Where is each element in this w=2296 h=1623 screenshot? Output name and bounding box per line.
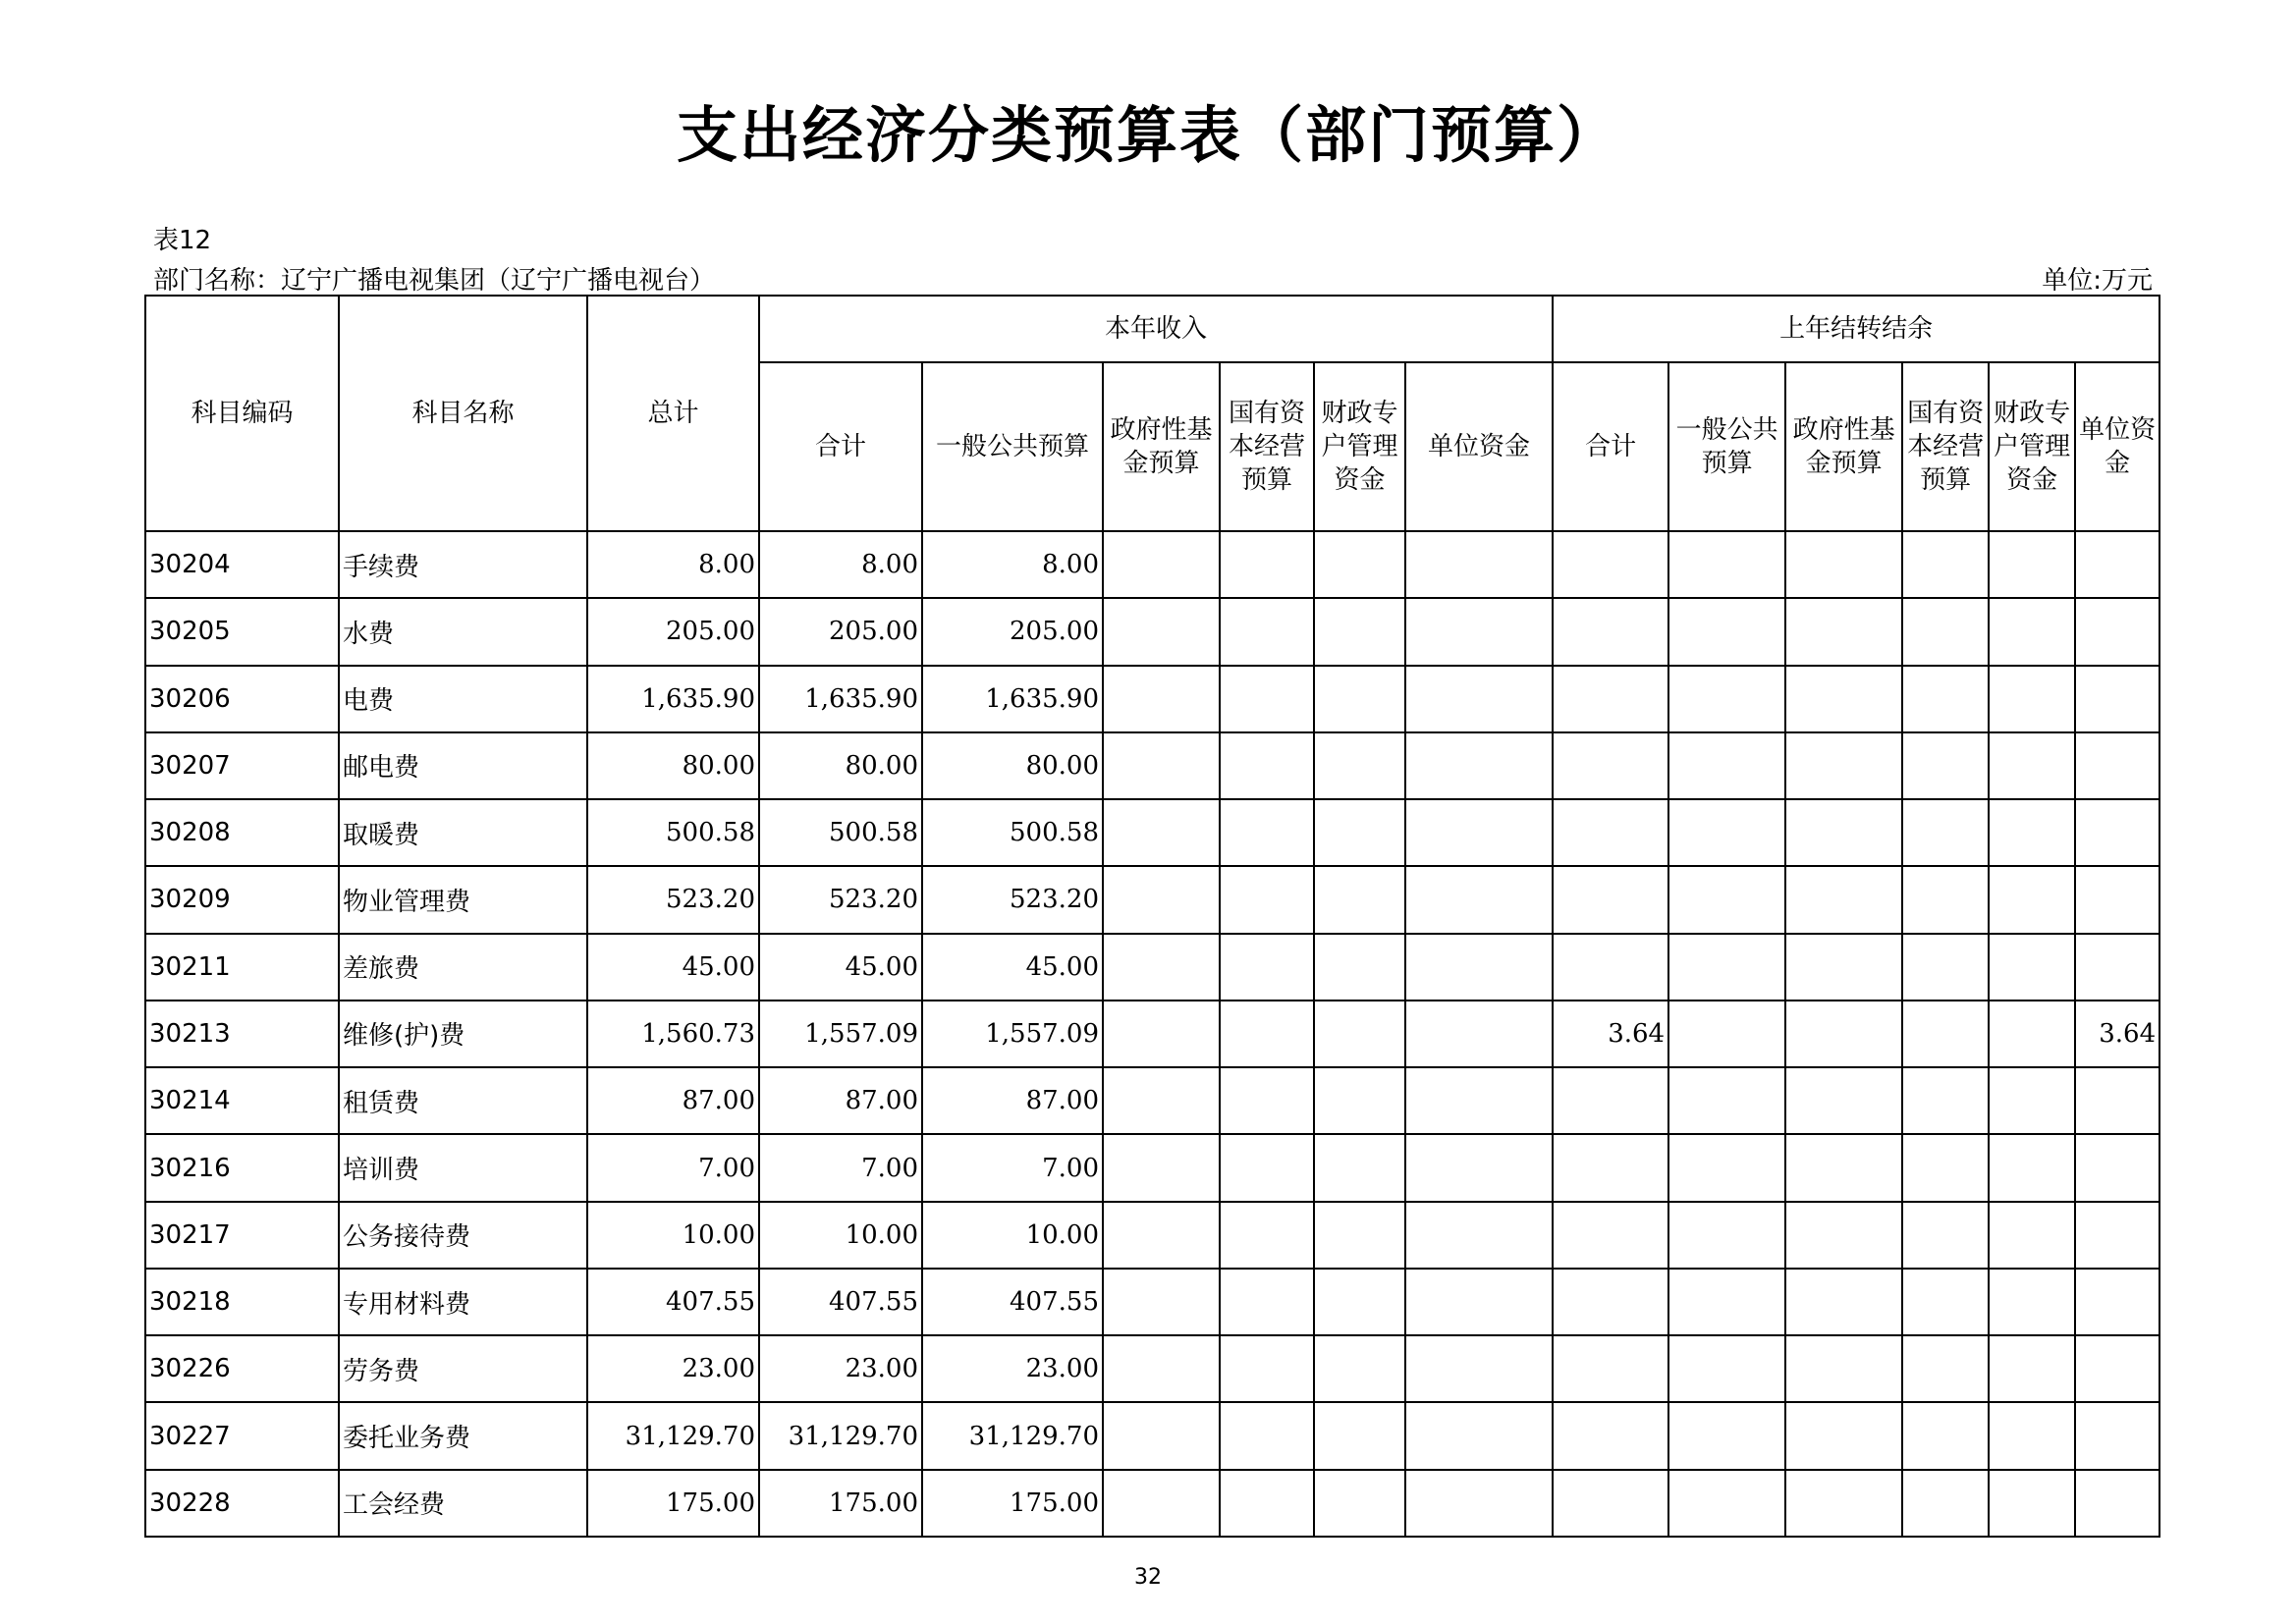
cell-cy-gov-fund [1103, 1134, 1220, 1201]
cell-co-fiscal-special [1989, 1269, 2075, 1335]
cell-co-fiscal-special [1989, 1134, 2075, 1201]
cell-cy-gov-fund [1103, 1067, 1220, 1134]
cell-cy-fiscal-special [1314, 1134, 1405, 1201]
cell-co-general [1668, 1067, 1785, 1134]
header-cy-total: 合计 [759, 362, 922, 531]
cell-co-general [1668, 1001, 1785, 1067]
cell-cy-fiscal-special [1314, 934, 1405, 1001]
cell-total: 31,129.70 [587, 1402, 759, 1469]
table-row [145, 799, 2159, 866]
cell-cy-total: 407.55 [759, 1269, 922, 1335]
cell-code: 30227 [145, 1402, 339, 1469]
cell-name: 物业管理费 [339, 866, 587, 933]
cell-co-unit-fund [2075, 1470, 2159, 1537]
header-code: 科目编码 [145, 296, 339, 531]
cell-co-gov-fund [1785, 732, 1902, 799]
cell-cy-state-capital [1220, 866, 1314, 933]
cell-co-fiscal-special [1989, 666, 2075, 732]
cell-co-general [1668, 934, 1785, 1001]
cell-cy-total: 7.00 [759, 1134, 922, 1201]
cell-co-fiscal-special [1989, 598, 2075, 665]
header-co-state-capital: 国有资本经营预算 [1902, 362, 1989, 531]
cell-name: 公务接待费 [339, 1202, 587, 1269]
cell-co-general [1668, 1335, 1785, 1402]
header-carryover: 上年结转结余 [1553, 296, 2159, 362]
cell-co-fiscal-special [1989, 799, 2075, 866]
cell-co-gov-fund [1785, 666, 1902, 732]
cell-co-gov-fund [1785, 1402, 1902, 1469]
cell-co-general [1668, 531, 1785, 598]
cell-cy-unit-fund [1405, 598, 1553, 665]
table-row [145, 1134, 2159, 1201]
cell-cy-gov-fund [1103, 934, 1220, 1001]
cell-cy-state-capital [1220, 1134, 1314, 1201]
cell-co-total [1553, 1067, 1668, 1134]
cell-co-state-capital [1902, 1134, 1989, 1201]
cell-co-gov-fund [1785, 1202, 1902, 1269]
cell-total: 7.00 [587, 1134, 759, 1201]
cell-co-fiscal-special [1989, 1001, 2075, 1067]
cell-cy-fiscal-special [1314, 1269, 1405, 1335]
cell-co-total [1553, 1335, 1668, 1402]
cell-co-general [1668, 1269, 1785, 1335]
cell-co-gov-fund [1785, 1470, 1902, 1537]
cell-cy-general: 23.00 [922, 1335, 1103, 1402]
table-row [145, 598, 2159, 665]
cell-cy-unit-fund [1405, 934, 1553, 1001]
cell-cy-fiscal-special [1314, 1067, 1405, 1134]
cell-cy-state-capital [1220, 1202, 1314, 1269]
cell-co-unit-fund [2075, 1402, 2159, 1469]
cell-cy-unit-fund [1405, 799, 1553, 866]
cell-co-gov-fund [1785, 1134, 1902, 1201]
cell-total: 80.00 [587, 732, 759, 799]
cell-co-gov-fund [1785, 866, 1902, 933]
cell-co-total [1553, 1402, 1668, 1469]
page-number: 32 [1134, 1565, 1162, 1590]
cell-cy-gov-fund [1103, 598, 1220, 665]
cell-cy-state-capital [1220, 732, 1314, 799]
header-total: 总计 [587, 296, 759, 531]
cell-name: 培训费 [339, 1134, 587, 1201]
cell-co-state-capital [1902, 531, 1989, 598]
cell-co-unit-fund [2075, 732, 2159, 799]
cell-co-state-capital [1902, 666, 1989, 732]
cell-cy-general: 7.00 [922, 1134, 1103, 1201]
cell-cy-total: 1,635.90 [759, 666, 922, 732]
header-co-gov-fund: 政府性基金预算 [1785, 362, 1902, 531]
cell-name: 工会经费 [339, 1470, 587, 1537]
cell-co-unit-fund [2075, 934, 2159, 1001]
cell-code: 30205 [145, 598, 339, 665]
header-cy-gov-fund: 政府性基金预算 [1103, 362, 1220, 531]
cell-co-total [1553, 1470, 1668, 1537]
cell-co-fiscal-special [1989, 1335, 2075, 1402]
cell-code: 30216 [145, 1134, 339, 1201]
cell-cy-general: 10.00 [922, 1202, 1103, 1269]
cell-co-state-capital [1902, 1067, 1989, 1134]
cell-cy-total: 87.00 [759, 1067, 922, 1134]
cell-name: 电费 [339, 666, 587, 732]
cell-co-total [1553, 1202, 1668, 1269]
cell-cy-unit-fund [1405, 1202, 1553, 1269]
cell-cy-fiscal-special [1314, 1470, 1405, 1537]
header-co-unit-fund: 单位资金 [2075, 362, 2159, 531]
cell-co-state-capital [1902, 934, 1989, 1001]
cell-cy-general: 1,557.09 [922, 1001, 1103, 1067]
cell-cy-gov-fund [1103, 1001, 1220, 1067]
cell-total: 45.00 [587, 934, 759, 1001]
cell-code: 30207 [145, 732, 339, 799]
cell-co-unit-fund [2075, 1335, 2159, 1402]
cell-co-general [1668, 799, 1785, 866]
cell-cy-gov-fund [1103, 531, 1220, 598]
cell-name: 委托业务费 [339, 1402, 587, 1469]
cell-co-fiscal-special [1989, 934, 2075, 1001]
cell-cy-state-capital [1220, 531, 1314, 598]
table-row [145, 732, 2159, 799]
cell-total: 407.55 [587, 1269, 759, 1335]
cell-cy-gov-fund [1103, 1470, 1220, 1537]
department-name: 部门名称：辽宁广播电视集团（辽宁广播电视台） [153, 266, 716, 296]
cell-co-unit-fund [2075, 666, 2159, 732]
cell-name: 邮电费 [339, 732, 587, 799]
cell-cy-total: 1,557.09 [759, 1001, 922, 1067]
cell-total: 1,560.73 [587, 1001, 759, 1067]
cell-co-gov-fund [1785, 934, 1902, 1001]
cell-name: 租赁费 [339, 1067, 587, 1134]
table-row [145, 866, 2159, 933]
cell-co-state-capital [1902, 1470, 1989, 1537]
cell-cy-unit-fund [1405, 866, 1553, 933]
cell-co-general [1668, 866, 1785, 933]
cell-cy-unit-fund [1405, 1134, 1553, 1201]
cell-code: 30217 [145, 1202, 339, 1269]
table-row [145, 934, 2159, 1001]
header-cy-fiscal-special: 财政专户管理资金 [1314, 362, 1405, 531]
cell-code: 30204 [145, 531, 339, 598]
cell-co-state-capital [1902, 732, 1989, 799]
cell-cy-unit-fund [1405, 1335, 1553, 1402]
cell-cy-gov-fund [1103, 866, 1220, 933]
cell-cy-state-capital [1220, 934, 1314, 1001]
cell-cy-general: 8.00 [922, 531, 1103, 598]
cell-cy-unit-fund [1405, 1402, 1553, 1469]
cell-cy-state-capital [1220, 666, 1314, 732]
table-row [145, 1001, 2159, 1067]
cell-co-gov-fund [1785, 1067, 1902, 1134]
cell-cy-fiscal-special [1314, 531, 1405, 598]
cell-co-gov-fund [1785, 1335, 1902, 1402]
cell-cy-unit-fund [1405, 1067, 1553, 1134]
header-current-year: 本年收入 [759, 296, 1553, 362]
cell-cy-fiscal-special [1314, 1001, 1405, 1067]
cell-cy-fiscal-special [1314, 1402, 1405, 1469]
cell-cy-state-capital [1220, 1067, 1314, 1134]
cell-cy-total: 500.58 [759, 799, 922, 866]
cell-cy-total: 175.00 [759, 1470, 922, 1537]
table-row [145, 666, 2159, 732]
cell-cy-total: 80.00 [759, 732, 922, 799]
header-name: 科目名称 [339, 296, 587, 531]
cell-cy-state-capital [1220, 1001, 1314, 1067]
cell-co-unit-fund [2075, 531, 2159, 598]
cell-co-state-capital [1902, 866, 1989, 933]
cell-co-state-capital [1902, 598, 1989, 665]
cell-cy-state-capital [1220, 1269, 1314, 1335]
cell-co-total [1553, 598, 1668, 665]
cell-name: 差旅费 [339, 934, 587, 1001]
cell-co-state-capital [1902, 1402, 1989, 1469]
cell-total: 500.58 [587, 799, 759, 866]
table-row [145, 1067, 2159, 1134]
header-co-total: 合计 [1553, 362, 1668, 531]
budget-table [144, 295, 2160, 1538]
cell-total: 10.00 [587, 1202, 759, 1269]
cell-total: 1,635.90 [587, 666, 759, 732]
cell-cy-gov-fund [1103, 1202, 1220, 1269]
table-row [145, 1335, 2159, 1402]
cell-cy-total: 523.20 [759, 866, 922, 933]
cell-co-gov-fund [1785, 799, 1902, 866]
cell-co-gov-fund [1785, 1001, 1902, 1067]
cell-name: 取暖费 [339, 799, 587, 866]
table-row [145, 531, 2159, 598]
cell-co-general [1668, 1134, 1785, 1201]
cell-co-unit-fund [2075, 1134, 2159, 1201]
cell-code: 30214 [145, 1067, 339, 1134]
cell-co-state-capital [1902, 799, 1989, 866]
cell-co-gov-fund [1785, 531, 1902, 598]
cell-cy-unit-fund [1405, 1001, 1553, 1067]
cell-co-general [1668, 1470, 1785, 1537]
cell-co-state-capital [1902, 1202, 1989, 1269]
cell-co-gov-fund [1785, 1269, 1902, 1335]
header-co-fiscal-special: 财政专户管理资金 [1989, 362, 2075, 531]
cell-co-fiscal-special [1989, 1202, 2075, 1269]
cell-co-unit-fund [2075, 799, 2159, 866]
cell-cy-fiscal-special [1314, 799, 1405, 866]
cell-cy-unit-fund [1405, 531, 1553, 598]
cell-cy-total: 205.00 [759, 598, 922, 665]
cell-co-total [1553, 1269, 1668, 1335]
cell-code: 30209 [145, 866, 339, 933]
cell-co-total [1553, 1134, 1668, 1201]
cell-cy-general: 407.55 [922, 1269, 1103, 1335]
cell-total: 87.00 [587, 1067, 759, 1134]
cell-co-unit-fund [2075, 1269, 2159, 1335]
table-number: 表12 [153, 226, 212, 255]
cell-cy-gov-fund [1103, 799, 1220, 866]
unit-label: 单位:万元 [2042, 266, 2153, 296]
cell-co-total [1553, 531, 1668, 598]
cell-code: 30211 [145, 934, 339, 1001]
cell-code: 30213 [145, 1001, 339, 1067]
cell-cy-total: 10.00 [759, 1202, 922, 1269]
header-cy-unit-fund: 单位资金 [1405, 362, 1553, 531]
cell-cy-total: 23.00 [759, 1335, 922, 1402]
cell-co-gov-fund [1785, 598, 1902, 665]
table-row [145, 1470, 2159, 1537]
cell-name: 劳务费 [339, 1335, 587, 1402]
cell-cy-general: 80.00 [922, 732, 1103, 799]
cell-total: 23.00 [587, 1335, 759, 1402]
cell-co-general [1668, 598, 1785, 665]
cell-co-general [1668, 1402, 1785, 1469]
cell-code: 30206 [145, 666, 339, 732]
cell-co-unit-fund [2075, 598, 2159, 665]
cell-cy-fiscal-special [1314, 666, 1405, 732]
header-cy-general: 一般公共预算 [922, 362, 1103, 531]
cell-name: 维修(护)费 [339, 1001, 587, 1067]
cell-cy-state-capital [1220, 799, 1314, 866]
cell-co-fiscal-special [1989, 1067, 2075, 1134]
cell-co-total [1553, 866, 1668, 933]
cell-co-state-capital [1902, 1001, 1989, 1067]
cell-cy-fiscal-special [1314, 1202, 1405, 1269]
cell-co-general [1668, 732, 1785, 799]
cell-cy-general: 523.20 [922, 866, 1103, 933]
header-cy-state-capital: 国有资本经营预算 [1220, 362, 1314, 531]
cell-co-fiscal-special [1989, 732, 2075, 799]
cell-cy-general: 175.00 [922, 1470, 1103, 1537]
cell-co-total [1553, 934, 1668, 1001]
cell-name: 水费 [339, 598, 587, 665]
cell-co-total: 3.64 [1553, 1001, 1668, 1067]
cell-co-general [1668, 666, 1785, 732]
cell-cy-total: 45.00 [759, 934, 922, 1001]
cell-total: 8.00 [587, 531, 759, 598]
cell-cy-fiscal-special [1314, 732, 1405, 799]
cell-cy-unit-fund [1405, 1269, 1553, 1335]
cell-cy-state-capital [1220, 1470, 1314, 1537]
table-row [145, 1269, 2159, 1335]
cell-co-fiscal-special [1989, 1402, 2075, 1469]
cell-name: 手续费 [339, 531, 587, 598]
cell-co-fiscal-special [1989, 866, 2075, 933]
table-row [145, 1202, 2159, 1269]
cell-co-unit-fund [2075, 866, 2159, 933]
cell-cy-unit-fund [1405, 732, 1553, 799]
cell-co-unit-fund [2075, 1202, 2159, 1269]
cell-total: 523.20 [587, 866, 759, 933]
cell-cy-fiscal-special [1314, 866, 1405, 933]
cell-total: 205.00 [587, 598, 759, 665]
cell-cy-general: 1,635.90 [922, 666, 1103, 732]
cell-co-fiscal-special [1989, 1470, 2075, 1537]
cell-cy-state-capital [1220, 1402, 1314, 1469]
cell-cy-state-capital [1220, 1335, 1314, 1402]
cell-cy-total: 8.00 [759, 531, 922, 598]
cell-cy-general: 45.00 [922, 934, 1103, 1001]
cell-code: 30226 [145, 1335, 339, 1402]
cell-name: 专用材料费 [339, 1269, 587, 1335]
cell-cy-general: 31,129.70 [922, 1402, 1103, 1469]
cell-cy-unit-fund [1405, 1470, 1553, 1537]
cell-cy-general: 87.00 [922, 1067, 1103, 1134]
cell-cy-gov-fund [1103, 666, 1220, 732]
cell-co-unit-fund: 3.64 [2075, 1001, 2159, 1067]
table-row [145, 1402, 2159, 1469]
cell-co-state-capital [1902, 1269, 1989, 1335]
cell-co-total [1553, 732, 1668, 799]
header-co-general: 一般公共预算 [1668, 362, 1785, 531]
cell-code: 30208 [145, 799, 339, 866]
cell-cy-gov-fund [1103, 732, 1220, 799]
cell-cy-fiscal-special [1314, 1335, 1405, 1402]
cell-co-state-capital [1902, 1335, 1989, 1402]
cell-cy-general: 205.00 [922, 598, 1103, 665]
cell-co-unit-fund [2075, 1067, 2159, 1134]
cell-co-total [1553, 666, 1668, 732]
cell-co-general [1668, 1202, 1785, 1269]
cell-cy-gov-fund [1103, 1402, 1220, 1469]
cell-co-fiscal-special [1989, 531, 2075, 598]
cell-co-total [1553, 799, 1668, 866]
cell-cy-state-capital [1220, 598, 1314, 665]
page-title: 支出经济分类预算表（部门预算） [676, 99, 1619, 171]
cell-cy-total: 31,129.70 [759, 1402, 922, 1469]
cell-cy-unit-fund [1405, 666, 1553, 732]
cell-cy-gov-fund [1103, 1269, 1220, 1335]
cell-cy-gov-fund [1103, 1335, 1220, 1402]
cell-code: 30218 [145, 1269, 339, 1335]
cell-total: 175.00 [587, 1470, 759, 1537]
cell-code: 30228 [145, 1470, 339, 1537]
cell-cy-general: 500.58 [922, 799, 1103, 866]
cell-cy-fiscal-special [1314, 598, 1405, 665]
